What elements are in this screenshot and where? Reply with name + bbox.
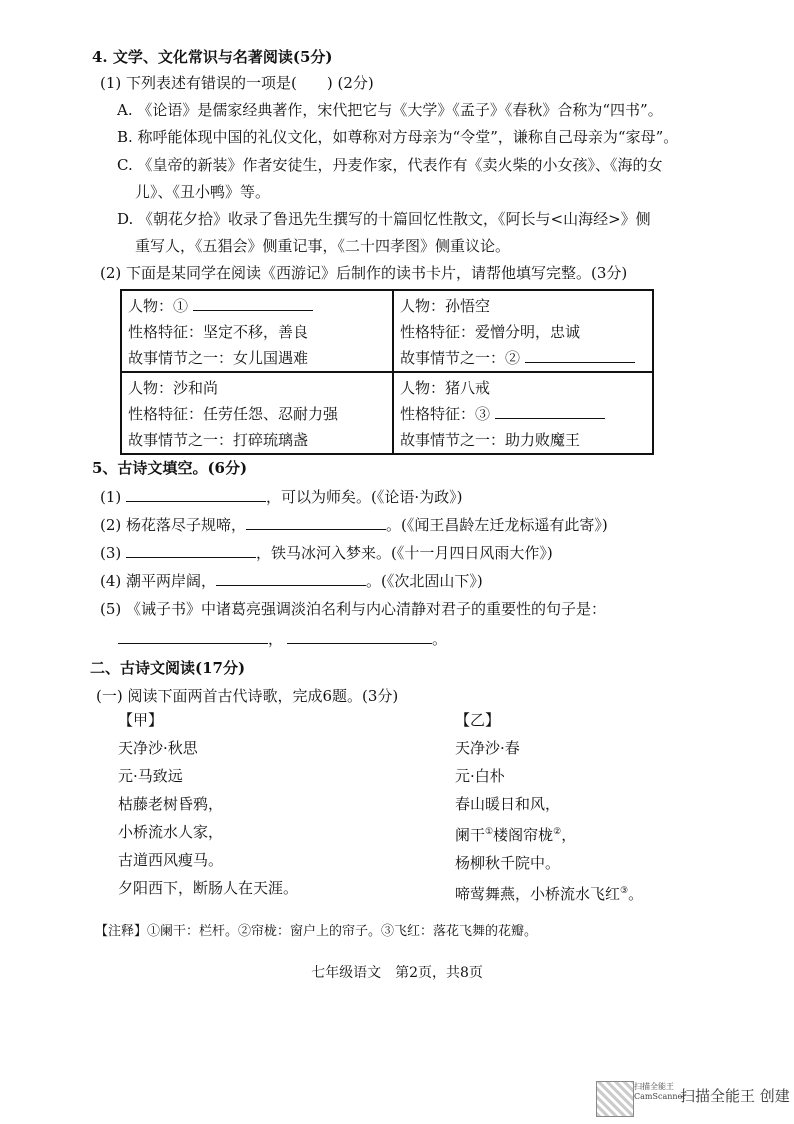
blank-3[interactable]	[495, 404, 605, 419]
card-cell-2	[394, 291, 660, 373]
blank-1[interactable]	[193, 296, 313, 311]
section-2-title: 二、古诗文阅读(17分)	[90, 659, 246, 677]
card2-plot: 故事情节之一：②	[400, 349, 521, 367]
poem-b-line-2: 阑干①楼阁帘栊②，	[455, 826, 577, 844]
camscanner-qr-icon	[596, 1081, 634, 1117]
q4-option-d-line2: 重写人，《五猖会》侧重记事，《二十四孝图》侧重议论。	[135, 237, 511, 255]
q4-option-c-line1: C. 《皇帝的新装》作者安徒生，丹麦作家，代表作有《卖火柴的小女孩》、《海的女	[117, 156, 663, 174]
poem-b-title: 天净沙·春	[455, 739, 520, 757]
card-cell-1	[122, 291, 388, 373]
blank-q5-5b[interactable]	[287, 629, 432, 644]
q5-item-4-text: (4) 潮平两岸阔，	[100, 572, 217, 590]
q4-option-a: A. 《论语》是儒家经典著作，宋代把它与《大学》《孟子》《春秋》合称为“四书”。	[117, 101, 663, 119]
poem-b-author: 元·白朴	[455, 767, 505, 785]
poem-b-line-3: 杨柳秋千院中。	[455, 854, 561, 872]
card2-trait: 性格特征：爱憎分明，忠诚	[400, 323, 581, 341]
card1-character: 人物：①	[128, 297, 189, 315]
camscanner-mini-logo: 扫描全能王 CamScanner	[634, 1082, 687, 1101]
q5-title: 5、古诗文填空。(6分)	[92, 459, 248, 477]
q5-item-1	[100, 487, 463, 507]
poem-b-label: 【乙】	[455, 711, 501, 729]
card3-plot: 故事情节之一：打碎琉璃盏	[128, 431, 309, 449]
blank-q5-4[interactable]	[216, 571, 366, 586]
q5-item-4	[100, 571, 483, 591]
q5-period: 。	[432, 630, 448, 648]
poem-a-label: 【甲】	[118, 711, 164, 729]
q5-item-3-num: (3)	[100, 544, 122, 562]
q5-item-3-text: ，铁马冰河入梦来。(《十一月四日风雨大作》)	[256, 544, 553, 562]
q5-item-2-source: 。(《闻王昌龄左迁龙标遥有此寄》)	[386, 516, 608, 534]
q5-item-3	[100, 543, 553, 563]
q4-title: 4. 文学、文化常识与名著阅读(5分)	[92, 48, 333, 66]
poem-b	[455, 706, 643, 908]
poem-a-author: 元·马致远	[118, 767, 183, 785]
card3-trait: 性格特征：任劳任怨、忍耐力强	[128, 405, 339, 423]
poem-a-line-3: 古道西风瘦马。	[118, 851, 224, 869]
card1-trait: 性格特征：坚定不移，善良	[128, 323, 309, 341]
poem-a	[118, 706, 298, 902]
blank-q5-2[interactable]	[246, 515, 386, 530]
q4-sub2: (2) 下面是某同学在阅读《西游记》后制作的读书卡片，请帮他填写完整。(3分)	[100, 264, 628, 282]
q5-comma: ，	[268, 630, 284, 648]
q5-item-2-text: (2) 杨花落尽子规啼，	[100, 516, 247, 534]
q5-item-1-num: (1)	[100, 488, 122, 506]
q4-option-b: B. 称呼能体现中国的礼仪文化，如尊称对方母亲为“令堂”，谦称自己母亲为“家母”。	[117, 128, 679, 146]
section-2-sub1: (一) 阅读下面两首古代诗歌，完成6题。(3分)	[96, 687, 399, 705]
card4-trait: 性格特征：③	[400, 405, 491, 423]
camscanner-watermark: 扫描全能王 创建	[680, 1087, 790, 1105]
q4-sub1: (1) 下列表述有错误的一项是( ) (2分)	[100, 74, 374, 92]
q5-item-2	[100, 515, 608, 535]
poem-a-title: 天净沙·秋思	[118, 739, 198, 757]
q5-item-5: (5) 《诫子书》中诸葛亮强调淡泊名利与内心清静对君子的重要性的句子是：	[100, 600, 607, 618]
poem-b-line-4: 啼莺舞燕，小桥流水飞红③。	[455, 885, 644, 903]
poem-b-line-1: 春山暖日和风，	[455, 795, 561, 813]
card4-plot: 故事情节之一：助力败魔王	[400, 431, 581, 449]
card-cell-4	[394, 373, 660, 455]
card1-plot: 故事情节之一：女儿国遇难	[128, 349, 309, 367]
card3-character: 人物：沙和尚	[128, 379, 219, 397]
blank-q5-1[interactable]	[126, 487, 266, 502]
page-footer: 七年级语文 第2页，共8页	[311, 965, 483, 981]
q5-item-5-blanks	[118, 629, 447, 649]
card2-character: 人物：孙悟空	[400, 297, 491, 315]
poem-a-line-1: 枯藤老树昏鸦，	[118, 795, 224, 813]
q5-item-1-text: ，可以为师矣。(《论语·为政》)	[266, 488, 463, 506]
poem-a-line-2: 小桥流水人家，	[118, 823, 224, 841]
blank-q5-3[interactable]	[126, 543, 256, 558]
card-cell-3	[122, 373, 388, 455]
q5-item-4-source: 。(《次北固山下》)	[366, 572, 483, 590]
q4-option-d-line1: D. 《朝花夕拾》收录了鲁迅先生撰写的十篇回忆性散文，《阿长与<山海经>》侧	[117, 210, 651, 228]
annotation-note: 【注释】①阑干：栏杆。②帘栊：窗户上的帘子。③飞红：落花飞舞的花瓣。	[95, 924, 538, 939]
card4-character: 人物：猪八戒	[400, 379, 491, 397]
q4-option-c-line2: 儿》、《丑小鸭》等。	[135, 183, 271, 201]
blank-2[interactable]	[525, 348, 635, 363]
blank-q5-5a[interactable]	[118, 629, 268, 644]
poem-a-line-4: 夕阳西下，断肠人在天涯。	[118, 879, 299, 897]
